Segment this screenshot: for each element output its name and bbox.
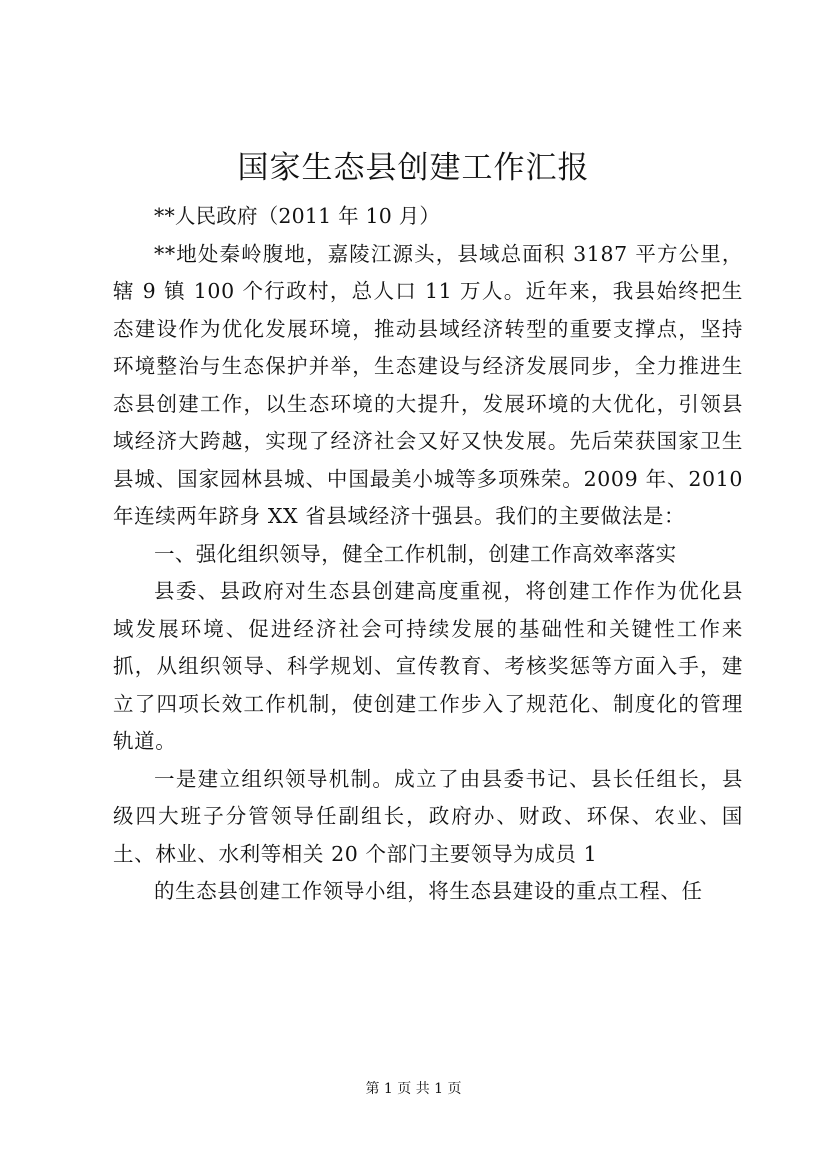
page-footer: 第 1 页 共 1 页 bbox=[365, 1081, 462, 1097]
paragraph-section-1: 县委、县政府对生态县创建高度重视，将创建工作作为优化县域发展环境、促进经济社会可持续发展的基础性和关键性工作来抓，从组织领导、科学规划、宣传教育、考核奖惩等方面入手，建立了四项长效工作机制，使创建工作步入了规范化、制度化的管理轨道。 bbox=[113, 579, 743, 753]
section-heading-1: 一、强化组织领导，健全工作机制，创建工作高效率落实 bbox=[154, 541, 677, 566]
paragraph-continuation: 的生态县创建工作领导小组，将生态县建设的重点工程、任 bbox=[154, 879, 703, 903]
document-body bbox=[113, 198, 743, 911]
paragraph-intro: **地处秦岭腹地，嘉陵江源头，县域总面积 3187 平方公里，辖 9 镇 100 个行政村，总人口 11 万人。近年来，我县始终把生态建设作为优化发展环境，推动县域经济转型的重要支撑点，坚持环境整治与生态保护并举，生态建设与经济发展同步，全力推进生态县创建工作，以生态环境的大提升，发展环境的大优化，引领县域经济大跨越，实现了经济社会又好又快发展。先后荣获国家卫生县城、国家园林县城、中国最美小城等多项殊荣。2009 年、2010 年连续两年跻身 XX 省县域经济十强县。我们的主要做法是： bbox=[113, 241, 743, 528]
author-line: **人民政府（2011 年 10 月） bbox=[154, 204, 441, 228]
paragraph-mechanism-1: 一是建立组织领导机制。成立了由县委书记、县长任组长，县级四大班子分管领导任副组长，政府办、财政、环保、农业、国土、林业、水利等相关 20 个部门主要领导为成员 1 bbox=[113, 766, 743, 866]
document-title: 国家生态县创建工作汇报 bbox=[237, 150, 590, 186]
